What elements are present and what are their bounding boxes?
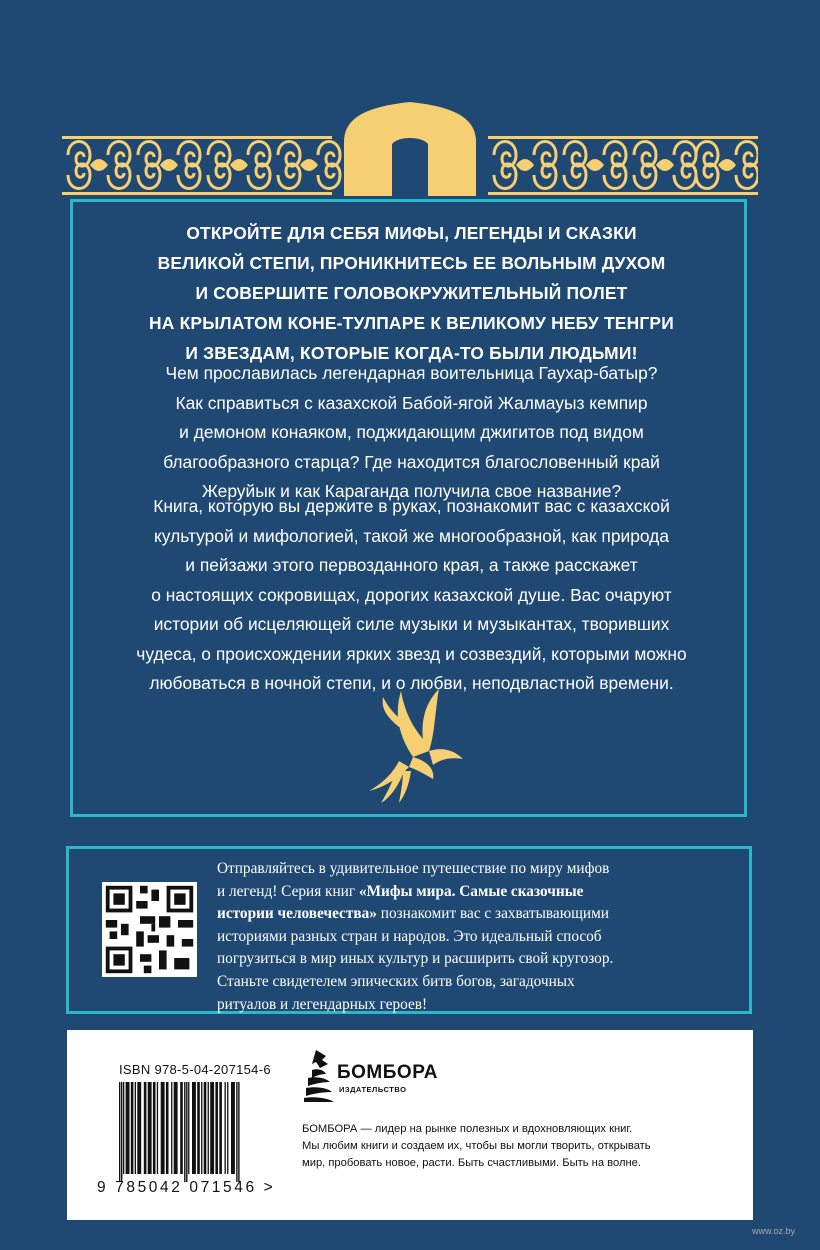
isbn-label: ISBN 978-5-04-207154-6 (119, 1062, 271, 1077)
barcode-bar (210, 1082, 214, 1174)
lead-line: НА КРЫЛАТОМ КОНЕ-ТУЛПАРЕ К ВЕЛИКОМУ НЕБУ ТЕНГРИ (149, 313, 674, 333)
barcode-bar (123, 1082, 124, 1174)
paragraph-line: Жеруйык и как Караганда получила свое название? (201, 481, 622, 501)
barcode (115, 1082, 285, 1182)
barcode-bar (157, 1082, 158, 1174)
series-frame (66, 846, 752, 1014)
about-line: мир, пробовать новое, расти. Быть счастливыми. Быть на волне. (302, 1157, 642, 1169)
barcode-bar (197, 1082, 200, 1174)
barcode-bar (144, 1082, 147, 1174)
barcode-bar (161, 1082, 165, 1174)
barcode-bar (180, 1082, 183, 1174)
lead-line: ВЕЛИКОЙ СТЕПИ, ПРОНИКНИТЕСЬ ЕЕ ВОЛЬНЫМ ДУХОМ (157, 253, 666, 273)
barcode-bar (121, 1082, 122, 1182)
paragraph-line: о настоящих сокровищах, дорогих казахской душе. Вас очаруют (151, 584, 672, 605)
barcode-bar (119, 1082, 120, 1182)
series-line: Отправляйтесь в удивительное путешествие по миру мифов (217, 860, 610, 877)
barcode-number: 9 785042 071546 > (97, 1179, 276, 1196)
series-line: ритуалов и легендарных героев! (217, 995, 428, 1013)
barcode-bar (192, 1082, 196, 1174)
series-line: Станьте свидетелем эпических битв богов, загадочных (217, 972, 575, 990)
paragraph-line: и демоном конаяком, поджидающим джигитов под видом (179, 422, 644, 442)
series-line: истории человечества» познакомит вас с захватывающими (217, 905, 609, 923)
barcode-bar (137, 1082, 141, 1174)
lead-heading (73, 218, 750, 368)
paragraph-line: истории об исцеляющей силе музыки и музыкантах, творивших (153, 614, 670, 634)
barcode-bar (166, 1082, 169, 1174)
description-frame (70, 199, 747, 817)
paragraph-line: и пейзажи этого первозданного края, а также расскажет (185, 555, 638, 575)
series-description (217, 858, 737, 1016)
barcode-bar (186, 1082, 187, 1182)
ornament-band (62, 92, 758, 212)
barcode-bar (238, 1082, 239, 1182)
barcode-bar (227, 1082, 228, 1174)
barcode-bar (135, 1082, 136, 1174)
barcode-bar (219, 1082, 222, 1174)
publisher-panel (67, 1030, 753, 1220)
barcode-bar (225, 1082, 226, 1174)
about-line: БОМБОРА — лидер на рынке полезных и вдохновляющих книг. (302, 1123, 633, 1135)
series-line: погрузиться в мир иных культур и расширить свой кругозор. (217, 950, 614, 968)
barcode-bar (174, 1082, 178, 1174)
about-line: Мы любим книги и создаем их, чтобы вы могли творить, открывать (302, 1140, 651, 1152)
publisher-logo-title: БОМБОРА (337, 1062, 438, 1083)
watermark: www.oz.by (752, 1226, 796, 1236)
barcode-bar (231, 1082, 235, 1174)
lead-line: И СОВЕРШИТЕ ГОЛОВОКРУЖИТЕЛЬНЫЙ ПОЛЕТ (195, 283, 628, 303)
lead-line: ОТКРОЙТЕ ДЛЯ СЕБЯ МИФЫ, ЛЕГЕНДЫ И СКАЗКИ (186, 223, 637, 243)
barcode-bar (188, 1082, 189, 1174)
paragraph-line: благообразного старца? Где находится благословенный край (163, 451, 660, 472)
publisher-about (302, 1121, 651, 1172)
qr-code[interactable] (102, 882, 197, 977)
publisher-logo-subtitle: ИЗДАТЕЛЬСТВО (339, 1085, 407, 1094)
bombora-logo-icon (302, 1048, 336, 1103)
paragraph-line: Как справиться с казахской Бабой-ягой Жалмауыз кемпир (175, 392, 648, 413)
paragraph-line: любоваться в ночной степи, и о любви, неподвластной времени. (149, 673, 674, 693)
barcode-bar (131, 1082, 134, 1174)
yurt-icon (344, 102, 476, 196)
paragraph-description (73, 492, 750, 699)
golden-bird-icon (343, 687, 483, 807)
barcode-bar (208, 1082, 209, 1174)
lead-line: И ЗВЕЗДАМ, КОТОРЫЕ КОГДА-ТО БЫЛИ ЛЮДЬМИ! (185, 343, 638, 363)
barcode-bar (201, 1082, 202, 1174)
barcode-bar (204, 1082, 207, 1174)
paragraph-questions (73, 359, 750, 507)
barcode-bar (171, 1082, 172, 1174)
barcode-bar (148, 1082, 152, 1174)
paragraph-line: чудеса, о происхождении ярких звезд и созвездий, которыми можно (136, 643, 687, 664)
barcode-bar (126, 1082, 130, 1174)
barcode-bar (153, 1082, 156, 1174)
barcode-bar (215, 1082, 218, 1174)
paragraph-line: Чем прославилась легендарная воительница Гаухар-батыр? (165, 363, 658, 383)
barcode-bar (184, 1082, 185, 1182)
barcode-bar (236, 1082, 237, 1182)
series-line: и легенд! Серия книг «Мифы мира. Самые сказочные (217, 882, 584, 900)
series-line: историями разных стран и народов. Это идеальный способ (217, 927, 602, 945)
paragraph-line: Книга, которую вы держите в руках, познакомит вас с казахской (153, 496, 670, 516)
paragraph-line: культурой и мифологией, такой же многообразной, как природа (153, 525, 669, 546)
